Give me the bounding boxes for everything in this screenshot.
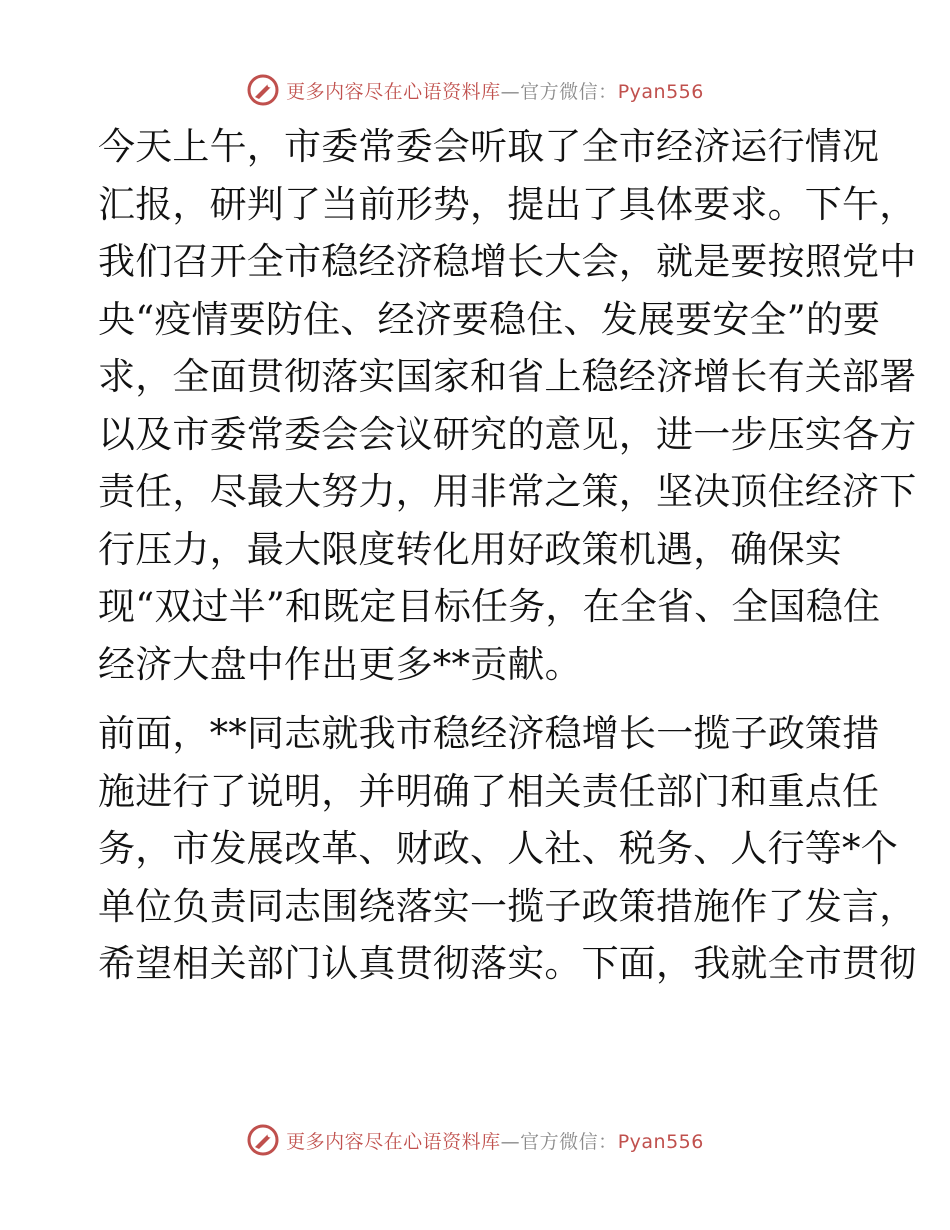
text-line: 行压力，最大限度转化用好政策机遇，确保实: [98, 527, 842, 571]
watermark-text: 更多内容尽在心语资料库—官方微信：Pyan556: [286, 80, 704, 103]
text-line: 今天上午，市委常委会听取了全市经济运行情况: [98, 125, 880, 168]
text-line: 前面，**同志就我市稳经济稳增长一揽子政策措: [98, 712, 880, 755]
text-line: 求，全面贯彻落实国家和省上稳经济增长有关部署: [98, 355, 917, 398]
text-line: 希望相关部门认真贯彻落实。下面，我就全市贯彻: [98, 942, 917, 985]
paragraph-1: [98, 118, 917, 693]
text-line: 单位负责同志围绕落实一揽子政策措施作了发言，: [98, 884, 917, 928]
text-line: 务，市发展改革、财政、人社、税务、人行等*个: [98, 827, 898, 870]
text-line: 以及市委常委会会议研究的意见，进一步压实各方: [98, 412, 917, 456]
text-line: 经济大盘中作出更多**贡献。: [98, 642, 582, 686]
paragraph-2: [98, 705, 917, 993]
document-body: [98, 118, 917, 993]
footer-watermark: [0, 1122, 950, 1158]
text-line: 我们召开全市稳经济稳增长大会，就是要按照党中: [98, 240, 917, 283]
logo-icon: [246, 73, 280, 107]
text-line: 汇报，研判了当前形势，提出了具体要求。下午，: [98, 182, 917, 226]
text-line: 责任，尽最大努力，用非常之策，坚决顶住经济下: [98, 470, 917, 513]
text-line: 央“疫情要防住、经济要稳住、发展要安全”的要: [98, 297, 881, 341]
watermark-text: 更多内容尽在心语资料库—官方微信：Pyan556: [286, 1130, 704, 1153]
text-line: 施进行了说明，并明确了相关责任部门和重点任: [98, 769, 880, 813]
header-watermark: [0, 72, 950, 108]
logo-icon: [246, 1123, 280, 1157]
text-line: 现“双过半”和既定目标任务，在全省、全国稳住: [98, 585, 881, 628]
